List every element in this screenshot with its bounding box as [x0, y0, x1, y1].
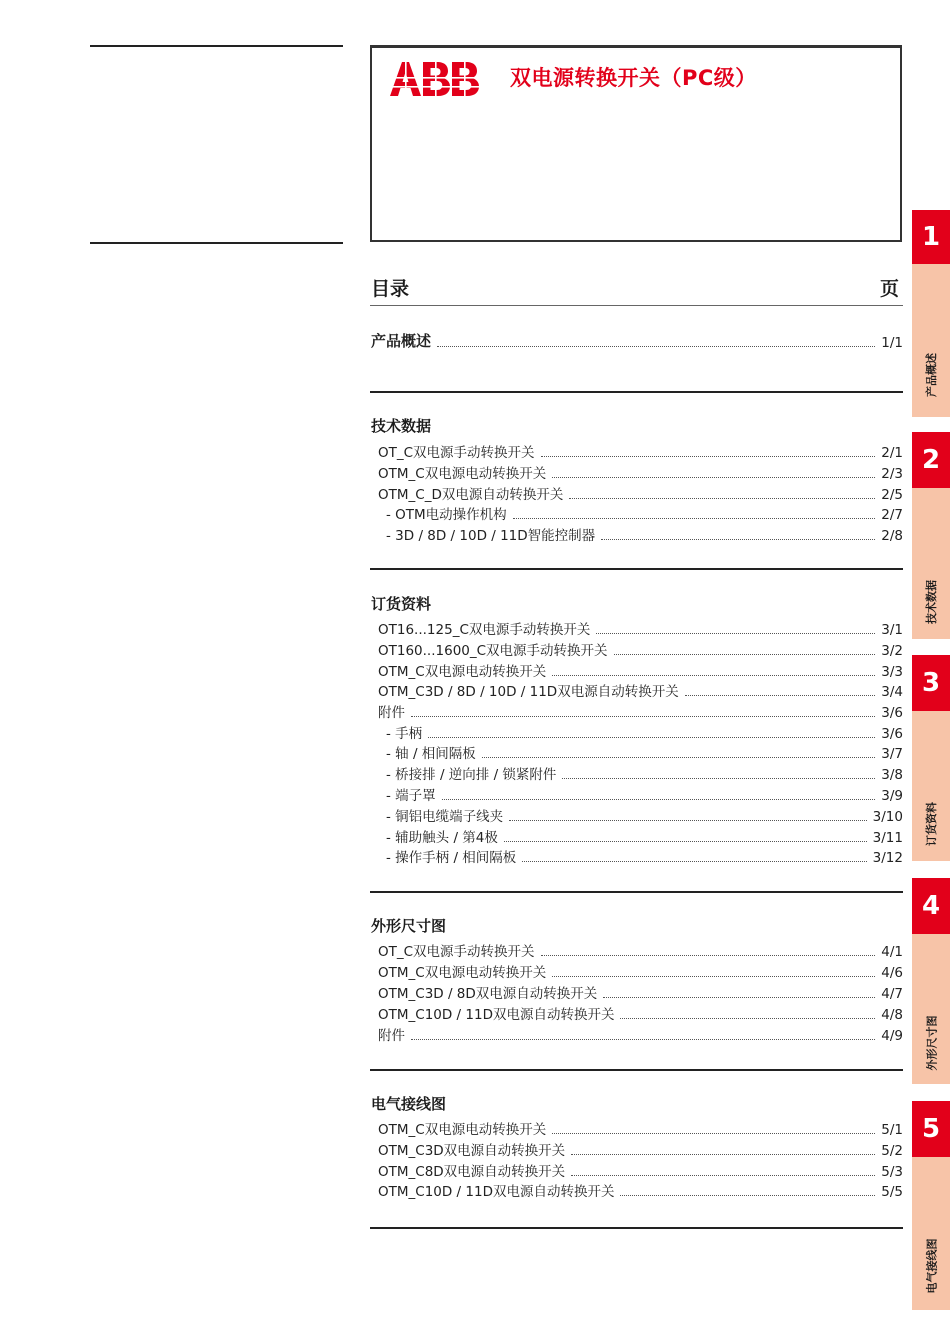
toc-entry-page: 5/3: [881, 1164, 903, 1180]
header-box: [370, 45, 902, 242]
toc-entry-label: - OTM电动操作机构: [386, 507, 507, 523]
left-rule-top: [90, 45, 343, 47]
toc-entry-label: OTM_C双电源电动转换开关: [378, 664, 547, 680]
dot-leader: [541, 456, 876, 457]
toc-entry[interactable]: [378, 441, 903, 461]
toc-entry[interactable]: [378, 618, 903, 638]
dot-leader: [541, 955, 876, 956]
toc-heading: 目录: [371, 278, 410, 300]
toc-entry-label: OTM_C3D双电源自动转换开关: [378, 1143, 566, 1159]
chapter-label-text: 电气接线图: [925, 1238, 938, 1294]
chapter-tab-4[interactable]: 4: [912, 878, 950, 934]
toc-entry-page: 2/8: [881, 528, 903, 544]
toc-entry[interactable]: [378, 483, 903, 503]
dot-leader: [552, 675, 875, 676]
toc-entry-label: - 辅助触头 / 第4极: [386, 830, 498, 846]
chapter-tab-2-label[interactable]: [912, 568, 950, 636]
chapter-tab-5-label[interactable]: [912, 1224, 950, 1308]
toc-entry-label: OT16...125_C双电源手动转换开关: [378, 622, 591, 638]
toc-entry-page: 3/10: [872, 809, 903, 825]
toc-entry-label: - 操作手柄 / 相间隔板: [386, 850, 517, 866]
chapter-label-text: 外形尺寸图: [925, 1015, 938, 1071]
toc-entry-page: 3/2: [881, 643, 903, 659]
toc-entry-page: 3/6: [881, 705, 903, 721]
toc-entry[interactable]: [378, 639, 903, 659]
chapter-label-text: 产品概述: [925, 353, 938, 397]
toc-entry-label: OT160...1600_C双电源手动转换开关: [378, 643, 608, 659]
section-title-tech-data: 技术数据: [371, 417, 432, 435]
toc-entry[interactable]: [378, 462, 903, 482]
chapter-tab-5[interactable]: 5: [912, 1101, 950, 1157]
toc-entry-page: 3/4: [881, 684, 903, 700]
toc-entry-page: 4/7: [881, 986, 903, 1002]
dot-leader: [552, 976, 875, 977]
toc-entry-overview[interactable]: [371, 331, 903, 351]
toc-entry-label: 附件: [378, 705, 405, 721]
toc-entry[interactable]: [386, 722, 903, 742]
toc-entry-label: OTM_C双电源电动转换开关: [378, 1122, 547, 1138]
dot-leader: [685, 695, 876, 696]
dot-leader: [552, 477, 875, 478]
toc-entry-label: OTM_C8D双电源自动转换开关: [378, 1164, 566, 1180]
toc-entry-page: 3/1: [881, 622, 903, 638]
toc-entry-page: 2/5: [881, 487, 903, 503]
toc-entry[interactable]: [378, 701, 903, 721]
toc-entry-page: 4/1: [881, 944, 903, 960]
toc-entry[interactable]: [386, 846, 903, 866]
toc-entry-page: 5/1: [881, 1122, 903, 1138]
toc-entry-label: - 端子罩: [386, 788, 436, 804]
toc-entry-label: OTM_C双电源电动转换开关: [378, 466, 547, 482]
dot-leader: [509, 820, 867, 821]
section-rule: [370, 391, 903, 393]
toc-entry-label: OT_C双电源手动转换开关: [378, 944, 535, 960]
dot-leader: [411, 716, 875, 717]
dot-leader: [569, 498, 875, 499]
toc-entry-label: 附件: [378, 1028, 405, 1044]
toc-entry[interactable]: [378, 1160, 903, 1180]
dot-leader: [571, 1154, 875, 1155]
toc-entry-page: 3/3: [881, 664, 903, 680]
dot-leader: [442, 799, 876, 800]
toc-entry-page: 3/8: [881, 767, 903, 783]
dot-leader: [522, 861, 866, 862]
toc-entry[interactable]: [386, 524, 903, 544]
dot-leader: [428, 737, 875, 738]
toc-entry[interactable]: [386, 805, 903, 825]
toc-entry[interactable]: [386, 784, 903, 804]
dot-leader: [562, 778, 875, 779]
section-rule: [370, 1069, 903, 1071]
section-rule: [370, 891, 903, 893]
toc-entry-label: OTM_C10D / 11D双电源自动转换开关: [378, 1184, 615, 1200]
toc-entry[interactable]: [378, 982, 903, 1002]
toc-entry[interactable]: [386, 503, 903, 523]
dot-leader: [504, 841, 867, 842]
toc-entry-label: OTM_C10D / 11D双电源自动转换开关: [378, 1007, 615, 1023]
abb-logo: [390, 60, 482, 100]
toc-entry[interactable]: [378, 660, 903, 680]
toc-entry-page: 1/1: [881, 335, 903, 351]
section-title-dimensions: 外形尺寸图: [371, 917, 447, 935]
dot-leader: [596, 633, 875, 634]
toc-entry-page: 3/12: [872, 850, 903, 866]
dot-leader: [571, 1175, 875, 1176]
toc-entry-page: 2/7: [881, 507, 903, 523]
toc-entry-page: 4/9: [881, 1028, 903, 1044]
toc-entry-page: 5/2: [881, 1143, 903, 1159]
toc-entry-page: 4/8: [881, 1007, 903, 1023]
toc-entry-label: - 手柄: [386, 726, 423, 742]
toc-entry[interactable]: [378, 680, 903, 700]
toc-entry-label: 产品概述: [371, 332, 432, 350]
chapter-label-text: 订货资料: [925, 802, 938, 846]
toc-entry-label: OTM_C_D双电源自动转换开关: [378, 487, 564, 503]
toc-entry[interactable]: [378, 961, 903, 981]
dot-leader: [552, 1133, 875, 1134]
section-rule: [370, 1227, 903, 1229]
toc-entry[interactable]: [378, 1003, 903, 1023]
toc-entry-label: - 轴 / 相间隔板: [386, 746, 476, 762]
toc-entry-page: 3/7: [881, 746, 903, 762]
toc-entry-label: OTM_C双电源电动转换开关: [378, 965, 547, 981]
chapter-tab-3[interactable]: 3: [912, 655, 950, 711]
dot-leader: [614, 654, 876, 655]
toc-entry-page: 3/9: [881, 788, 903, 804]
chapter-tab-1[interactable]: 1: [912, 210, 950, 264]
toc-entry[interactable]: [378, 1118, 903, 1138]
toc-entry-label: OT_C双电源手动转换开关: [378, 445, 535, 461]
toc-entry[interactable]: [386, 763, 903, 783]
toc-entry[interactable]: [386, 742, 903, 762]
dot-leader: [411, 1039, 875, 1040]
chapter-tab-3-label[interactable]: [912, 790, 950, 858]
page-column-heading: 页: [880, 278, 900, 300]
chapter-tab-2[interactable]: 2: [912, 432, 950, 488]
toc-entry-label: OTM_C3D / 8D / 10D / 11D双电源自动转换开关: [378, 684, 679, 700]
toc-entry-page: 3/11: [872, 830, 903, 846]
toc-entry-page: 2/3: [881, 466, 903, 482]
toc-entry-page: 3/6: [881, 726, 903, 742]
toc-entry[interactable]: [378, 1180, 903, 1200]
toc-entry[interactable]: [378, 1139, 903, 1159]
toc-entry[interactable]: [386, 826, 903, 846]
toc-heading-rule: [370, 305, 903, 306]
section-title-wiring: 电气接线图: [371, 1095, 447, 1113]
toc-entry[interactable]: [378, 940, 903, 960]
toc-entry-page: 2/1: [881, 445, 903, 461]
document-title: 双电源转换开关（PC级）: [510, 66, 757, 90]
dot-leader: [437, 346, 875, 347]
chapter-tab-1-label[interactable]: [912, 340, 950, 410]
dot-leader: [513, 518, 876, 519]
dot-leader: [601, 539, 875, 540]
toc-entry-page: 4/6: [881, 965, 903, 981]
chapter-tab-4-label[interactable]: [912, 1004, 950, 1082]
dot-leader: [603, 997, 875, 998]
toc-entry[interactable]: [378, 1024, 903, 1044]
toc-entry-label: OTM_C3D / 8D双电源自动转换开关: [378, 986, 598, 1002]
toc-entry-label: - 桥接排 / 逆向排 / 锁紧附件: [386, 767, 557, 783]
chapter-label-text: 技术数据: [925, 580, 938, 624]
dot-leader: [620, 1018, 875, 1019]
left-rule-bottom: [90, 242, 343, 244]
dot-leader: [482, 757, 875, 758]
dot-leader: [620, 1195, 875, 1196]
toc-entry-label: - 铜铝电缆端子线夹: [386, 809, 504, 825]
toc-entry-page: 5/5: [881, 1184, 903, 1200]
section-title-ordering: 订货资料: [371, 595, 432, 613]
section-rule: [370, 568, 903, 570]
toc-entry-label: - 3D / 8D / 10D / 11D智能控制器: [386, 528, 596, 544]
